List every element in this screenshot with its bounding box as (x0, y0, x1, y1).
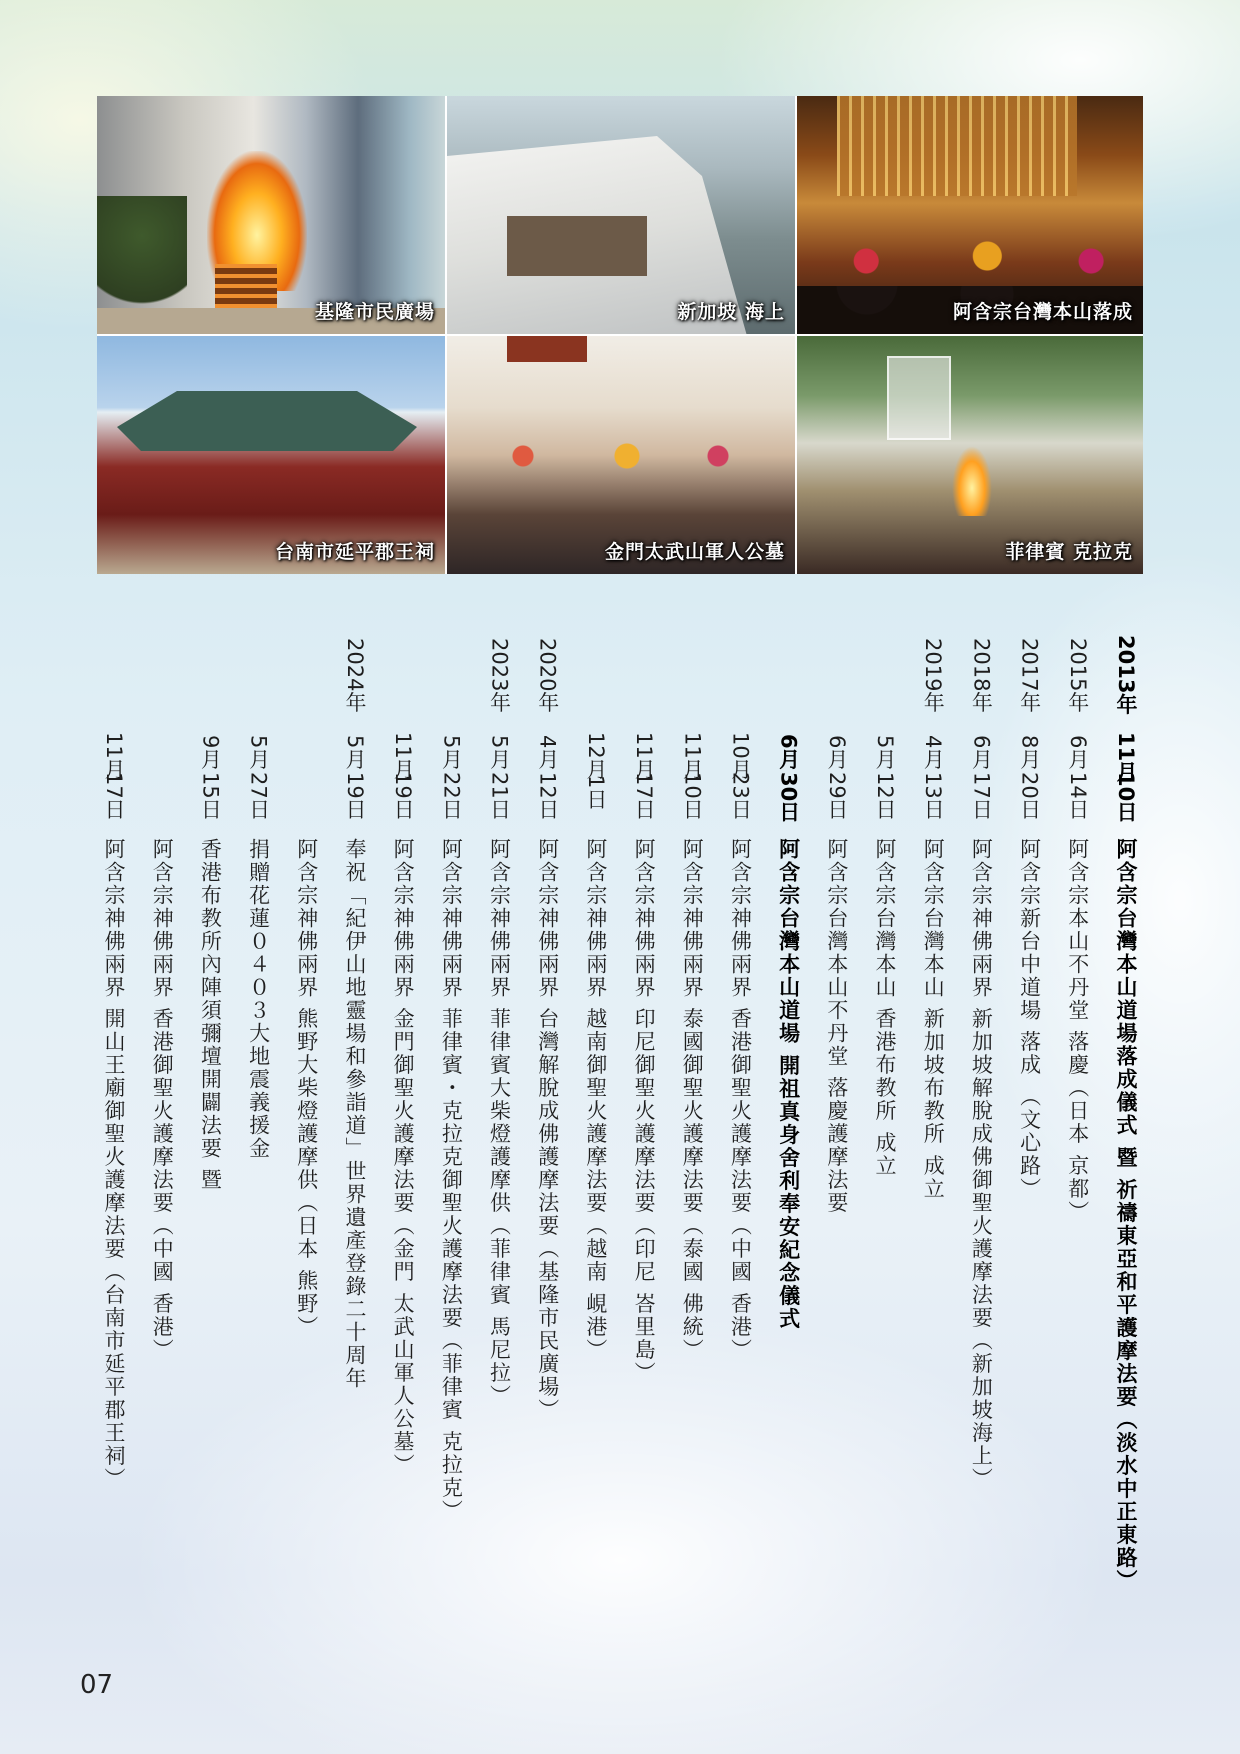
timeline-entry (1064, 618, 1092, 1698)
entry-day: 14日 (1065, 772, 1090, 820)
timeline-entry (678, 618, 706, 1698)
entry-description: 阿含宗神佛兩界 菲律賓大柴燈護摩供（菲律賓 馬尼拉） (487, 838, 512, 1408)
timeline-entry (437, 618, 465, 1698)
entry-description: 阿含宗神佛兩界 金門御聖火護摩法要（金門 太武山軍人公墓） (391, 838, 416, 1477)
entry-month: 5月 (439, 734, 464, 770)
timeline-entry (823, 618, 851, 1698)
entry-month: 9月 (198, 734, 223, 770)
timeline-entry (726, 618, 754, 1698)
entry-day: 12日 (873, 772, 897, 820)
entry-description: 阿含宗神佛兩界 台灣解脫成佛護摩法要（基隆市民廣場） (535, 838, 560, 1422)
photo-singapore (447, 96, 795, 334)
timeline-entry (919, 618, 947, 1698)
entry-month: 10月 (728, 732, 753, 780)
entry-day: 13日 (921, 772, 946, 820)
entry-description: 捐贈花蓮０４０３大地震義援金 (246, 838, 271, 1160)
entry-description: 阿含宗神佛兩界 香港御聖火護摩法要（中國 香港） (728, 838, 753, 1362)
entry-description: 阿含宗神佛兩界 印尼御聖火護摩法要（印尼 峇里島） (632, 838, 657, 1385)
entry-year: 2018年 (969, 637, 994, 713)
page-number: 07 (80, 1670, 114, 1700)
entry-day: 1日 (583, 774, 608, 810)
entry-month: 11月 (680, 732, 705, 780)
entry-description: 阿含宗新台中道場 落成 （文心路） (1017, 838, 1042, 1201)
photo-taiwan-honzan (797, 96, 1143, 334)
entry-day: 17日 (632, 772, 657, 820)
entry-month: 5月 (873, 734, 897, 770)
entry-day: 17日 (969, 772, 994, 820)
entry-day: 22日 (439, 772, 464, 820)
entry-month: 4月 (921, 734, 946, 770)
entry-day: 27日 (246, 772, 271, 820)
entry-day: 21日 (487, 772, 512, 820)
entry-day: 19日 (342, 772, 367, 820)
entry-month: 8月 (1017, 734, 1042, 770)
photo-caption: 台南市延平郡王祠 (274, 541, 435, 563)
timeline-entry (196, 618, 224, 1698)
entry-month: 5月 (487, 734, 512, 770)
entry-month: 11月 (1113, 732, 1138, 783)
timeline-entry (1112, 618, 1140, 1698)
entry-description: 阿含宗台灣本山道場 開祖真身舍利奉安紀念儀式 (776, 838, 801, 1331)
photo-keelung (97, 96, 445, 334)
entry-description: 阿含宗台灣本山不丹堂 落慶護摩法要 (824, 838, 849, 1215)
timeline-entry (100, 618, 128, 1698)
entry-description: 阿含宗神佛兩界 越南御聖火護摩法要（越南 峴港） (583, 838, 608, 1362)
entry-description: 阿含宗台灣本山 新加坡布教所 成立 (921, 838, 946, 1201)
entry-year: 2015年 (1065, 637, 1090, 713)
entry-month: 6月 (824, 734, 849, 770)
entry-day: 17日 (102, 772, 126, 820)
entry-year: 2017年 (1017, 637, 1042, 713)
timeline-entry (582, 618, 610, 1698)
timeline-entry (871, 618, 899, 1698)
event-timeline (100, 618, 1140, 1698)
photo-caption: 新加坡 海上 (677, 301, 785, 323)
entry-month: 6月 (776, 734, 801, 770)
timeline-entry (1016, 618, 1044, 1698)
entry-day: 30日 (776, 772, 801, 823)
timeline-entry (341, 618, 369, 1698)
entry-month: 11月 (391, 732, 416, 780)
photo-caption: 菲律賓 克拉克 (1005, 541, 1133, 563)
timeline-entry (293, 618, 321, 1698)
entry-description: 阿含宗台灣本山 香港布教所 成立 (873, 838, 897, 1178)
entry-year: 2023年 (487, 637, 512, 713)
photo-caption: 基隆市民廣場 (314, 301, 435, 323)
entry-description: 阿含宗神佛兩界 熊野大柴燈護摩供（日本 熊野） (294, 838, 319, 1339)
entry-month: 6月 (1065, 734, 1090, 770)
entry-description: 阿含宗神佛兩界 泰國御聖火護摩法要（泰國 佛統） (680, 838, 705, 1362)
photo-caption: 金門太武山軍人公墓 (604, 541, 785, 563)
timeline-entry (775, 618, 803, 1698)
entry-day: 10日 (1113, 772, 1138, 823)
timeline-entry (967, 618, 995, 1698)
entry-day: 10日 (680, 772, 705, 820)
entry-description: 阿含宗本山不丹堂 落慶（日本 京都） (1065, 838, 1090, 1224)
timeline-entry (630, 618, 658, 1698)
entry-month: 12月 (583, 732, 608, 780)
entry-description: 阿含宗台灣本山道場落成儀式 暨 祈禱東亞和平護摩法要（淡水中正東路） (1113, 838, 1138, 1593)
timeline-entry (534, 618, 562, 1698)
entry-month: 4月 (535, 734, 560, 770)
photo-grid (97, 96, 1143, 574)
photo-caption: 阿含宗台灣本山落成 (952, 301, 1133, 323)
entry-month: 6月 (969, 734, 994, 770)
entry-description: 阿含宗神佛兩界 菲律賓・克拉克御聖火護摩法要（菲律賓 克拉克） (439, 838, 464, 1523)
photo-tainan (97, 336, 445, 574)
entry-year: 2024年 (342, 637, 367, 713)
entry-description: 奉祝「紀伊山地靈場和參詣道」世界遺產登錄二十周年 (342, 838, 367, 1390)
photo-clark (797, 336, 1143, 574)
entry-day: 12日 (535, 772, 560, 820)
entry-year: 2013年 (1113, 635, 1138, 715)
entry-day: 19日 (391, 772, 416, 820)
entry-day: 20日 (1017, 772, 1042, 820)
entry-month: 11月 (632, 732, 657, 780)
entry-description: 阿含宗神佛兩界 新加坡解脫成佛御聖火護摩法要（新加坡海上） (969, 838, 994, 1491)
entry-day: 29日 (824, 772, 849, 820)
entry-day: 23日 (728, 772, 753, 820)
entry-description: 阿含宗神佛兩界 開山王廟御聖火護摩法要（台南市延平郡王祠） (102, 838, 126, 1491)
entry-year: 2019年 (921, 637, 946, 713)
entry-day: 15日 (198, 772, 223, 820)
entry-month: 11月 (102, 732, 126, 780)
timeline-entry (245, 618, 273, 1698)
entry-year: 2020年 (535, 637, 560, 713)
entry-description: 香港布教所內陣須彌壇開闢法要 暨 (198, 838, 223, 1192)
entry-month: 5月 (342, 734, 367, 770)
timeline-entry (486, 618, 514, 1698)
entry-description: 阿含宗神佛兩界 香港御聖火護摩法要（中國 香港） (150, 838, 175, 1362)
timeline-entry (148, 618, 176, 1698)
photo-kinmen (447, 336, 795, 574)
timeline-entry (389, 618, 417, 1698)
entry-month: 5月 (246, 734, 271, 770)
